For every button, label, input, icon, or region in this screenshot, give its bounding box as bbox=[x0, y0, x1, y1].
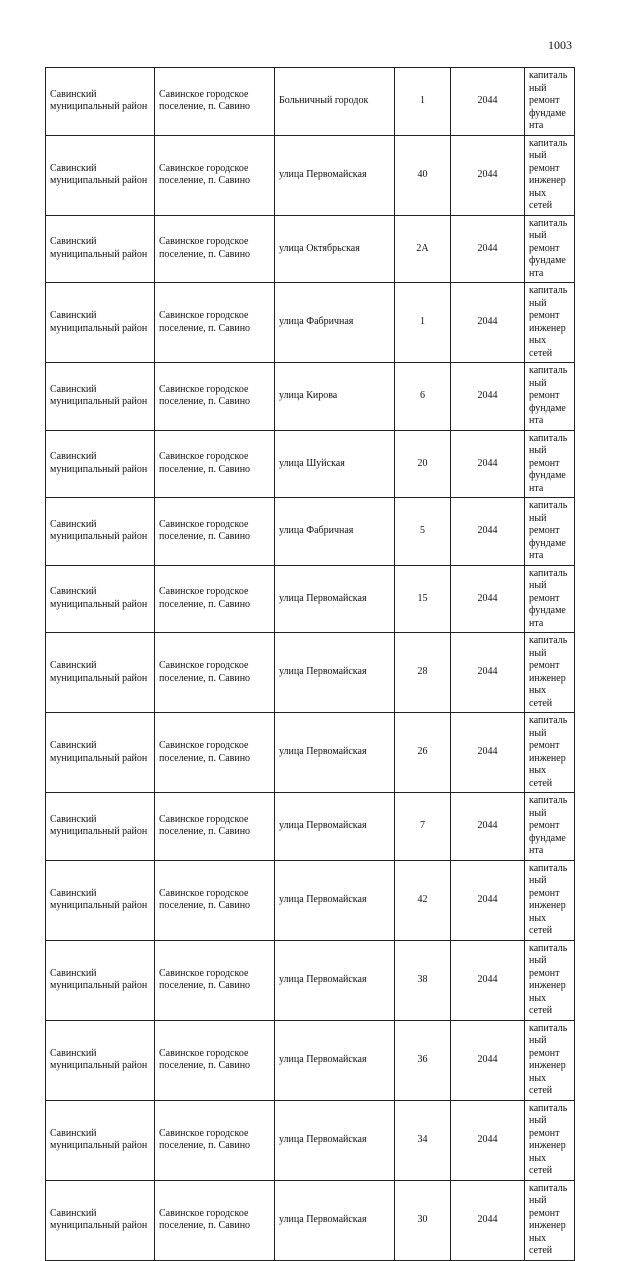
table-row bbox=[46, 713, 575, 793]
street-cell-text: улица Фабричная bbox=[279, 316, 354, 328]
district-cell bbox=[46, 68, 155, 136]
street-cell-text: улица Первомайская bbox=[279, 1053, 367, 1065]
year-cell-text: 2044 bbox=[477, 525, 498, 536]
settlement-cell bbox=[155, 1180, 275, 1260]
settlement-cell-text: Савинское городское поселение, п. Савино bbox=[159, 518, 251, 543]
settlement-cell-text: Савинское городское поселение, п. Савино bbox=[159, 1207, 251, 1231]
table-row bbox=[46, 633, 575, 713]
year-cell bbox=[451, 1100, 525, 1180]
year-cell bbox=[451, 135, 525, 215]
work-type-cell bbox=[525, 135, 575, 215]
house-number-cell bbox=[395, 713, 451, 793]
street-cell bbox=[275, 713, 395, 793]
settlement-cell bbox=[155, 713, 275, 793]
settlement-cell bbox=[155, 565, 275, 633]
year-cell bbox=[451, 68, 525, 136]
house-number-cell bbox=[395, 1020, 451, 1100]
district-cell-text: Савинский муниципальный район bbox=[50, 162, 148, 186]
year-cell-text: 2044 bbox=[477, 316, 498, 328]
street-cell bbox=[275, 1180, 395, 1260]
work-type-cell bbox=[525, 565, 575, 633]
work-type-cell-text: капитальный ремонт фундамента bbox=[529, 567, 568, 629]
street-cell-text: улица Первомайская bbox=[279, 168, 367, 180]
work-type-cell-text: капитальный ремонт фундамента bbox=[529, 432, 568, 494]
district-cell bbox=[46, 135, 155, 215]
year-cell bbox=[451, 283, 525, 363]
district-cell bbox=[46, 860, 155, 940]
year-cell bbox=[451, 565, 525, 633]
work-type-cell bbox=[525, 860, 575, 940]
work-type-cell bbox=[525, 633, 575, 713]
district-cell-text: Савинский муниципальный район bbox=[50, 1127, 148, 1151]
street-cell bbox=[275, 363, 395, 431]
work-type-cell-text: капитальный ремонт инженерных сетей bbox=[529, 137, 568, 211]
settlement-cell bbox=[155, 1100, 275, 1180]
housing-registry-table bbox=[45, 67, 575, 1261]
settlement-cell-text: Савинское городское поселение, п. Савино bbox=[159, 740, 251, 764]
house-number-cell bbox=[395, 565, 451, 633]
year-cell bbox=[451, 215, 525, 283]
street-cell bbox=[275, 68, 395, 136]
year-cell-text: 2044 bbox=[477, 820, 498, 831]
house-number-cell-text: 36 bbox=[417, 1053, 428, 1065]
house-number-cell bbox=[395, 430, 451, 498]
street-cell bbox=[275, 135, 395, 215]
district-cell-text: Савинский муниципальный район bbox=[50, 236, 148, 260]
house-number-cell bbox=[395, 1180, 451, 1260]
house-number-cell-text: 38 bbox=[417, 973, 428, 985]
district-cell-text: Савинский муниципальный район bbox=[50, 518, 148, 543]
house-number-cell bbox=[395, 940, 451, 1020]
settlement-cell-text: Савинское городское поселение, п. Савино bbox=[159, 887, 251, 911]
settlement-cell bbox=[155, 633, 275, 713]
table-row bbox=[46, 135, 575, 215]
year-cell bbox=[451, 363, 525, 431]
year-cell-text: 2044 bbox=[477, 973, 498, 985]
work-type-cell-text: капитальный ремонт фундамента bbox=[529, 795, 568, 856]
settlement-cell-text: Савинское городское поселение, п. Савино bbox=[159, 162, 251, 186]
work-type-cell bbox=[525, 1020, 575, 1100]
street-cell-text: улица Первомайская bbox=[279, 1133, 367, 1145]
street-cell-text: улица Фабричная bbox=[279, 525, 354, 536]
year-cell bbox=[451, 940, 525, 1020]
work-type-cell-text: капитальный ремонт инженерных сетей bbox=[529, 715, 568, 789]
work-type-cell bbox=[525, 215, 575, 283]
street-cell bbox=[275, 498, 395, 566]
settlement-cell-text: Савинское городское поселение, п. Савино bbox=[159, 88, 251, 113]
settlement-cell bbox=[155, 363, 275, 431]
year-cell bbox=[451, 498, 525, 566]
district-cell bbox=[46, 283, 155, 363]
work-type-cell-text: капитальный ремонт инженерных сетей bbox=[529, 862, 568, 936]
district-cell bbox=[46, 713, 155, 793]
street-cell bbox=[275, 430, 395, 498]
settlement-cell bbox=[155, 215, 275, 283]
settlement-cell bbox=[155, 860, 275, 940]
settlement-cell-text: Савинское городское поселение, п. Савино bbox=[159, 236, 251, 260]
street-cell bbox=[275, 283, 395, 363]
street-cell-text: улица Первомайская bbox=[279, 893, 367, 905]
settlement-cell-text: Савинское городское поселение, п. Савино bbox=[159, 383, 251, 408]
work-type-cell-text: капитальный ремонт фундамента bbox=[529, 365, 568, 426]
street-cell-text: улица Первомайская bbox=[279, 973, 367, 985]
house-number-cell-text: 6 bbox=[420, 390, 425, 401]
work-type-cell-text: капитальный ремонт фундамента bbox=[529, 217, 568, 279]
work-type-cell bbox=[525, 68, 575, 136]
district-cell-text: Савинский муниципальный район bbox=[50, 451, 148, 475]
year-cell-text: 2044 bbox=[477, 1053, 498, 1065]
district-cell-text: Савинский муниципальный район bbox=[50, 310, 148, 334]
district-cell bbox=[46, 215, 155, 283]
district-cell bbox=[46, 940, 155, 1020]
district-cell bbox=[46, 430, 155, 498]
work-type-cell-text: капитальный ремонт фундамента bbox=[529, 70, 568, 131]
district-cell-text: Савинский муниципальный район bbox=[50, 383, 148, 408]
year-cell bbox=[451, 430, 525, 498]
district-cell bbox=[46, 1180, 155, 1260]
year-cell bbox=[451, 1180, 525, 1260]
house-number-cell-text: 1 bbox=[420, 95, 425, 106]
district-cell-text: Савинский муниципальный район bbox=[50, 660, 148, 684]
house-number-cell bbox=[395, 68, 451, 136]
street-cell-text: улица Первомайская bbox=[279, 746, 367, 758]
house-number-cell bbox=[395, 363, 451, 431]
district-cell bbox=[46, 565, 155, 633]
year-cell-text: 2044 bbox=[477, 457, 498, 469]
street-cell-text: улица Первомайская bbox=[279, 1213, 367, 1225]
year-cell bbox=[451, 633, 525, 713]
table-row bbox=[46, 363, 575, 431]
year-cell bbox=[451, 860, 525, 940]
house-number-cell-text: 20 bbox=[417, 457, 428, 469]
work-type-cell bbox=[525, 498, 575, 566]
work-type-cell bbox=[525, 430, 575, 498]
street-cell bbox=[275, 215, 395, 283]
house-number-cell-text: 5 bbox=[420, 525, 425, 536]
settlement-cell bbox=[155, 283, 275, 363]
district-cell-text: Савинский муниципальный район bbox=[50, 586, 148, 610]
table-row bbox=[46, 1100, 575, 1180]
house-number-cell-text: 15 bbox=[417, 592, 428, 604]
work-type-cell bbox=[525, 363, 575, 431]
table-row bbox=[46, 68, 575, 136]
district-cell-text: Савинский муниципальный район bbox=[50, 967, 148, 991]
year-cell bbox=[451, 1020, 525, 1100]
settlement-cell-text: Савинское городское поселение, п. Савино bbox=[159, 310, 251, 334]
work-type-cell bbox=[525, 793, 575, 861]
work-type-cell bbox=[525, 713, 575, 793]
street-cell bbox=[275, 940, 395, 1020]
table-row bbox=[46, 565, 575, 633]
house-number-cell bbox=[395, 860, 451, 940]
settlement-cell-text: Савинское городское поселение, п. Савино bbox=[159, 451, 251, 475]
district-cell-text: Савинский муниципальный район bbox=[50, 1047, 148, 1071]
street-cell-text: улица Кирова bbox=[279, 390, 338, 401]
house-number-cell-text: 30 bbox=[417, 1213, 428, 1225]
house-number-cell-text: 2А bbox=[416, 242, 429, 254]
work-type-cell bbox=[525, 1180, 575, 1260]
settlement-cell-text: Савинское городское поселение, п. Савино bbox=[159, 967, 251, 991]
work-type-cell-text: капитальный ремонт инженерных сетей bbox=[529, 285, 568, 359]
house-number-cell-text: 1 bbox=[420, 316, 425, 328]
year-cell-text: 2044 bbox=[477, 1213, 498, 1225]
table-row bbox=[46, 793, 575, 861]
table-body bbox=[46, 68, 575, 1261]
settlement-cell bbox=[155, 1020, 275, 1100]
house-number-cell-text: 26 bbox=[417, 746, 428, 758]
year-cell-text: 2044 bbox=[477, 168, 498, 180]
year-cell-text: 2044 bbox=[477, 666, 498, 678]
table-row bbox=[46, 860, 575, 940]
work-type-cell-text: капитальный ремонт инженерных сетей bbox=[529, 1022, 568, 1096]
year-cell-text: 2044 bbox=[477, 592, 498, 604]
street-cell bbox=[275, 1100, 395, 1180]
page-number: 1003 bbox=[548, 38, 572, 52]
street-cell bbox=[275, 793, 395, 861]
house-number-cell bbox=[395, 135, 451, 215]
settlement-cell bbox=[155, 430, 275, 498]
table-row bbox=[46, 215, 575, 283]
street-cell bbox=[275, 860, 395, 940]
street-cell bbox=[275, 565, 395, 633]
table-row bbox=[46, 1020, 575, 1100]
street-cell-text: улица Октябрьская bbox=[279, 242, 360, 254]
year-cell-text: 2044 bbox=[477, 1133, 498, 1145]
district-cell bbox=[46, 1100, 155, 1180]
work-type-cell bbox=[525, 1100, 575, 1180]
house-number-cell-text: 40 bbox=[417, 168, 428, 180]
work-type-cell-text: капитальный ремонт инженерных сетей bbox=[529, 1182, 568, 1256]
table-row bbox=[46, 940, 575, 1020]
work-type-cell-text: капитальный ремонт фундамента bbox=[529, 500, 568, 561]
settlement-cell-text: Савинское городское поселение, п. Савино bbox=[159, 586, 251, 610]
house-number-cell-text: 34 bbox=[417, 1133, 428, 1145]
street-cell-text: улица Первомайская bbox=[279, 592, 367, 604]
table-row bbox=[46, 430, 575, 498]
settlement-cell-text: Савинское городское поселение, п. Савино bbox=[159, 660, 251, 684]
district-cell-text: Савинский муниципальный район bbox=[50, 1207, 148, 1231]
work-type-cell-text: капитальный ремонт инженерных сетей bbox=[529, 942, 568, 1016]
work-type-cell bbox=[525, 283, 575, 363]
district-cell bbox=[46, 633, 155, 713]
year-cell-text: 2044 bbox=[477, 390, 498, 401]
table-row bbox=[46, 498, 575, 566]
table-row bbox=[46, 283, 575, 363]
house-number-cell bbox=[395, 793, 451, 861]
district-cell bbox=[46, 498, 155, 566]
house-number-cell bbox=[395, 215, 451, 283]
street-cell-text: улица Шуйская bbox=[279, 457, 345, 469]
district-cell bbox=[46, 1020, 155, 1100]
year-cell-text: 2044 bbox=[477, 746, 498, 758]
year-cell bbox=[451, 713, 525, 793]
year-cell bbox=[451, 793, 525, 861]
district-cell-text: Савинский муниципальный район bbox=[50, 887, 148, 911]
settlement-cell bbox=[155, 68, 275, 136]
street-cell bbox=[275, 633, 395, 713]
work-type-cell-text: капитальный ремонт инженерных сетей bbox=[529, 635, 568, 709]
street-cell-text: улица Первомайская bbox=[279, 820, 367, 831]
settlement-cell-text: Савинское городское поселение, п. Савино bbox=[159, 1047, 251, 1071]
street-cell-text: Больничный городок bbox=[279, 95, 369, 106]
settlement-cell-text: Савинское городское поселение, п. Савино bbox=[159, 813, 251, 838]
settlement-cell-text: Савинское городское поселение, п. Савино bbox=[159, 1127, 251, 1151]
settlement-cell bbox=[155, 498, 275, 566]
house-number-cell bbox=[395, 498, 451, 566]
district-cell bbox=[46, 793, 155, 861]
house-number-cell bbox=[395, 633, 451, 713]
street-cell bbox=[275, 1020, 395, 1100]
house-number-cell-text: 42 bbox=[417, 893, 428, 905]
district-cell-text: Савинский муниципальный район bbox=[50, 740, 148, 764]
settlement-cell bbox=[155, 940, 275, 1020]
settlement-cell bbox=[155, 793, 275, 861]
district-cell bbox=[46, 363, 155, 431]
house-number-cell-text: 28 bbox=[417, 666, 428, 678]
district-cell-text: Савинский муниципальный район bbox=[50, 88, 148, 113]
house-number-cell bbox=[395, 1100, 451, 1180]
district-cell-text: Савинский муниципальный район bbox=[50, 813, 148, 838]
work-type-cell bbox=[525, 940, 575, 1020]
settlement-cell bbox=[155, 135, 275, 215]
work-type-cell-text: капитальный ремонт инженерных сетей bbox=[529, 1102, 568, 1176]
house-number-cell bbox=[395, 283, 451, 363]
year-cell-text: 2044 bbox=[477, 95, 498, 106]
table-row bbox=[46, 1180, 575, 1260]
year-cell-text: 2044 bbox=[477, 893, 498, 905]
street-cell-text: улица Первомайская bbox=[279, 666, 367, 678]
house-number-cell-text: 7 bbox=[420, 820, 425, 831]
year-cell-text: 2044 bbox=[477, 242, 498, 254]
